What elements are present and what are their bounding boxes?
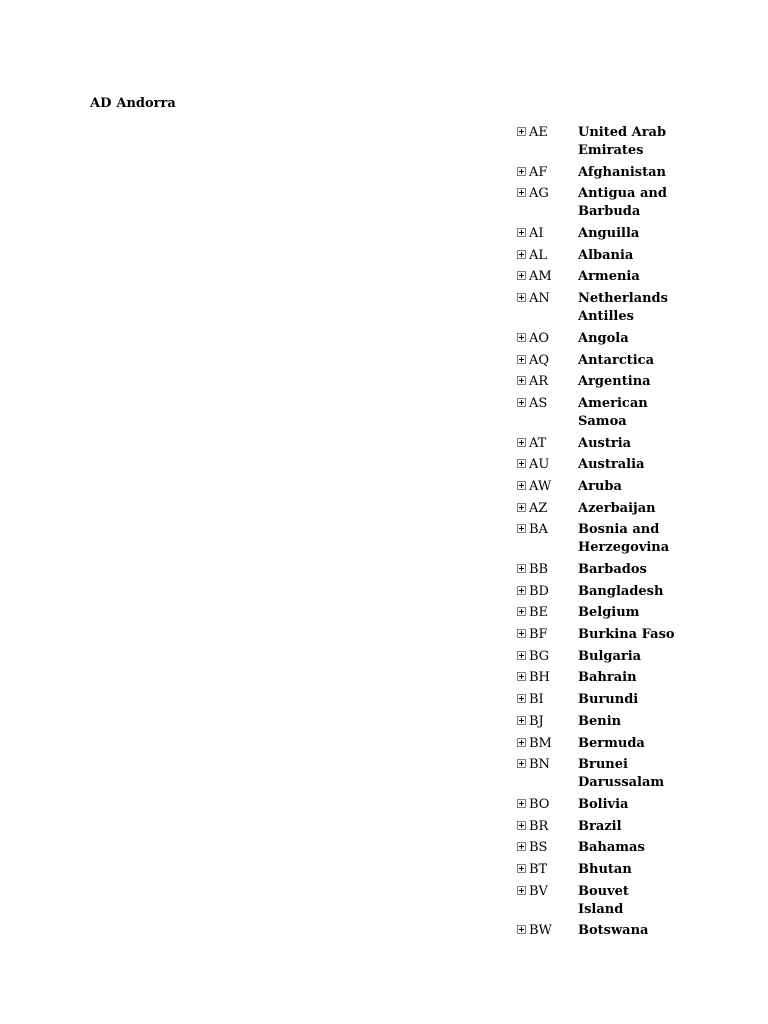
expand-plus-icon[interactable]: [517, 864, 526, 873]
country-code: BA: [529, 522, 548, 538]
expand-plus-icon[interactable]: [517, 564, 526, 573]
expand-cell: [514, 185, 529, 225]
expand-cell: [514, 626, 529, 648]
country-code: BG: [529, 648, 550, 664]
country-row: [514, 185, 678, 225]
country-code: AU: [529, 457, 550, 473]
expand-cell: [514, 839, 529, 861]
country-name: Burundi: [578, 692, 639, 708]
country-name: Aruba: [578, 478, 622, 494]
expand-plus-icon[interactable]: [517, 925, 526, 934]
expand-plus-icon[interactable]: [517, 127, 526, 136]
country-code: BI: [529, 692, 544, 708]
country-code: BT: [529, 861, 548, 877]
country-row: [514, 735, 678, 757]
country-row: [514, 456, 678, 478]
country-name: Austria: [578, 435, 632, 451]
country-row: [514, 922, 678, 944]
country-code: AM: [529, 269, 552, 285]
country-name: Albania: [578, 247, 634, 263]
page-heading: [90, 95, 176, 113]
country-row: [514, 268, 678, 290]
expand-plus-icon[interactable]: [517, 607, 526, 616]
expand-plus-icon[interactable]: [517, 333, 526, 342]
country-row: [514, 691, 678, 713]
country-row: [514, 604, 678, 626]
country-name: Bermuda: [578, 735, 645, 751]
expand-plus-icon[interactable]: [517, 738, 526, 747]
expand-plus-icon[interactable]: [517, 228, 526, 237]
country-name: Bahrain: [578, 670, 637, 686]
expand-cell: [514, 247, 529, 269]
country-code: AZ: [529, 500, 548, 516]
expand-cell: [514, 796, 529, 818]
expand-plus-icon[interactable]: [517, 250, 526, 259]
expand-cell: [514, 435, 529, 457]
expand-plus-icon[interactable]: [517, 271, 526, 280]
country-code: AI: [529, 226, 544, 242]
country-row: [514, 648, 678, 670]
expand-cell: [514, 290, 529, 330]
country-code: BF: [529, 627, 548, 643]
country-row: [514, 521, 678, 561]
expand-cell: [514, 521, 529, 561]
expand-cell: [514, 330, 529, 352]
country-code: BW: [529, 923, 552, 939]
expand-plus-icon[interactable]: [517, 672, 526, 681]
country-name: Antarctica: [578, 352, 655, 368]
country-row: [514, 164, 678, 186]
country-name: Botswana: [578, 923, 649, 939]
country-code: BH: [529, 670, 550, 686]
country-row: [514, 500, 678, 522]
country-name: Bosnia and Herzegovina: [578, 522, 670, 556]
country-name: Antigua and Barbuda: [578, 186, 667, 220]
heading-country-code: AD: [90, 96, 112, 111]
country-code: AQ: [529, 352, 550, 368]
country-code: BD: [529, 583, 549, 599]
country-row: [514, 561, 678, 583]
country-name: Bulgaria: [578, 648, 642, 664]
country-name: Brazil: [578, 818, 622, 834]
country-code: BN: [529, 757, 550, 773]
country-code: BV: [529, 883, 548, 899]
expand-plus-icon[interactable]: [517, 586, 526, 595]
expand-cell: [514, 818, 529, 840]
expand-plus-icon[interactable]: [517, 716, 526, 725]
expand-cell: [514, 225, 529, 247]
country-code: BE: [529, 605, 549, 621]
expand-cell: [514, 268, 529, 290]
heading-country-name: Andorra: [116, 96, 176, 111]
country-name: Burkina Faso: [578, 627, 675, 643]
country-name: Anguilla: [578, 226, 640, 242]
expand-cell: [514, 883, 529, 923]
expand-cell: [514, 756, 529, 796]
expand-cell: [514, 124, 529, 164]
country-row: [514, 669, 678, 691]
expand-cell: [514, 861, 529, 883]
expand-cell: [514, 478, 529, 500]
country-code: BB: [529, 562, 549, 577]
country-row: [514, 796, 678, 818]
country-row: [514, 478, 678, 500]
expand-plus-icon[interactable]: [517, 481, 526, 490]
country-row: [514, 583, 678, 605]
country-row: [514, 861, 678, 883]
country-code: AG: [529, 186, 549, 202]
country-row: [514, 626, 678, 648]
country-row: [514, 124, 678, 164]
country-name: Australia: [578, 457, 645, 473]
country-code: AS: [529, 395, 548, 411]
country-row: [514, 225, 678, 247]
expand-cell: [514, 648, 529, 670]
expand-plus-icon[interactable]: [517, 629, 526, 638]
country-row: [514, 839, 678, 861]
expand-cell: [514, 583, 529, 605]
country-name: Benin: [578, 713, 622, 729]
country-list-body: [514, 124, 678, 944]
country-name: Bouvet Island: [578, 883, 629, 917]
expand-cell: [514, 164, 529, 186]
expand-plus-icon[interactable]: [517, 821, 526, 830]
expand-plus-icon[interactable]: [517, 799, 526, 808]
country-name: Netherlands Antilles: [578, 291, 668, 325]
country-code: BO: [529, 796, 550, 812]
expand-plus-icon[interactable]: [517, 694, 526, 703]
expand-cell: [514, 604, 529, 626]
country-code: AW: [529, 478, 552, 494]
country-row: [514, 330, 678, 352]
expand-cell: [514, 561, 529, 583]
country-code: AN: [529, 291, 550, 307]
country-list-table: [514, 124, 678, 944]
expand-plus-icon[interactable]: [517, 759, 526, 768]
country-row: [514, 756, 678, 796]
expand-cell: [514, 500, 529, 522]
country-code: AL: [529, 247, 548, 263]
expand-cell: [514, 922, 529, 944]
expand-plus-icon[interactable]: [517, 188, 526, 197]
country-code: AR: [529, 374, 549, 390]
country-name: Afghanistan: [578, 164, 667, 180]
expand-cell: [514, 691, 529, 713]
expand-plus-icon[interactable]: [517, 167, 526, 176]
country-code: AO: [529, 330, 550, 346]
expand-plus-icon[interactable]: [517, 438, 526, 447]
country-row: [514, 373, 678, 395]
country-name: Argentina: [578, 374, 651, 390]
expand-cell: [514, 373, 529, 395]
country-code: AF: [529, 164, 548, 180]
country-code: BJ: [529, 713, 544, 729]
country-name: Brunei Darussalam: [578, 757, 665, 791]
country-name: Bolivia: [578, 796, 629, 812]
country-name: Armenia: [578, 269, 640, 285]
expand-cell: [514, 352, 529, 374]
expand-plus-icon[interactable]: [517, 293, 526, 302]
country-name: Bhutan: [578, 861, 632, 877]
expand-plus-icon[interactable]: [517, 524, 526, 533]
expand-cell: [514, 713, 529, 735]
expand-plus-icon[interactable]: [517, 459, 526, 468]
expand-cell: [514, 669, 529, 691]
expand-plus-icon[interactable]: [517, 651, 526, 660]
country-row: [514, 395, 678, 435]
country-row: [514, 290, 678, 330]
country-name: United Arab Emirates: [578, 125, 667, 158]
expand-cell: [514, 395, 529, 435]
country-name: Belgium: [578, 605, 640, 621]
expand-plus-icon[interactable]: [517, 376, 526, 385]
country-code: AT: [529, 435, 547, 451]
country-name: Azerbaijan: [578, 500, 656, 516]
country-name: American Samoa: [578, 395, 648, 429]
expand-plus-icon[interactable]: [517, 355, 526, 364]
expand-cell: [514, 456, 529, 478]
expand-cell: [514, 735, 529, 757]
country-row: [514, 352, 678, 374]
country-name: Angola: [578, 330, 629, 346]
country-row: [514, 818, 678, 840]
country-code: AE: [529, 125, 548, 140]
expand-plus-icon[interactable]: [517, 886, 526, 895]
country-row: [514, 883, 678, 923]
country-row: [514, 713, 678, 735]
expand-plus-icon[interactable]: [517, 398, 526, 407]
country-code: BS: [529, 840, 548, 856]
country-code: BM: [529, 735, 552, 751]
country-name: Barbados: [578, 562, 647, 577]
country-name: Bahamas: [578, 840, 645, 856]
country-row: [514, 435, 678, 457]
country-name: Bangladesh: [578, 583, 664, 599]
country-code: BR: [529, 818, 549, 834]
expand-plus-icon[interactable]: [517, 842, 526, 851]
country-row: [514, 247, 678, 269]
expand-plus-icon[interactable]: [517, 503, 526, 512]
